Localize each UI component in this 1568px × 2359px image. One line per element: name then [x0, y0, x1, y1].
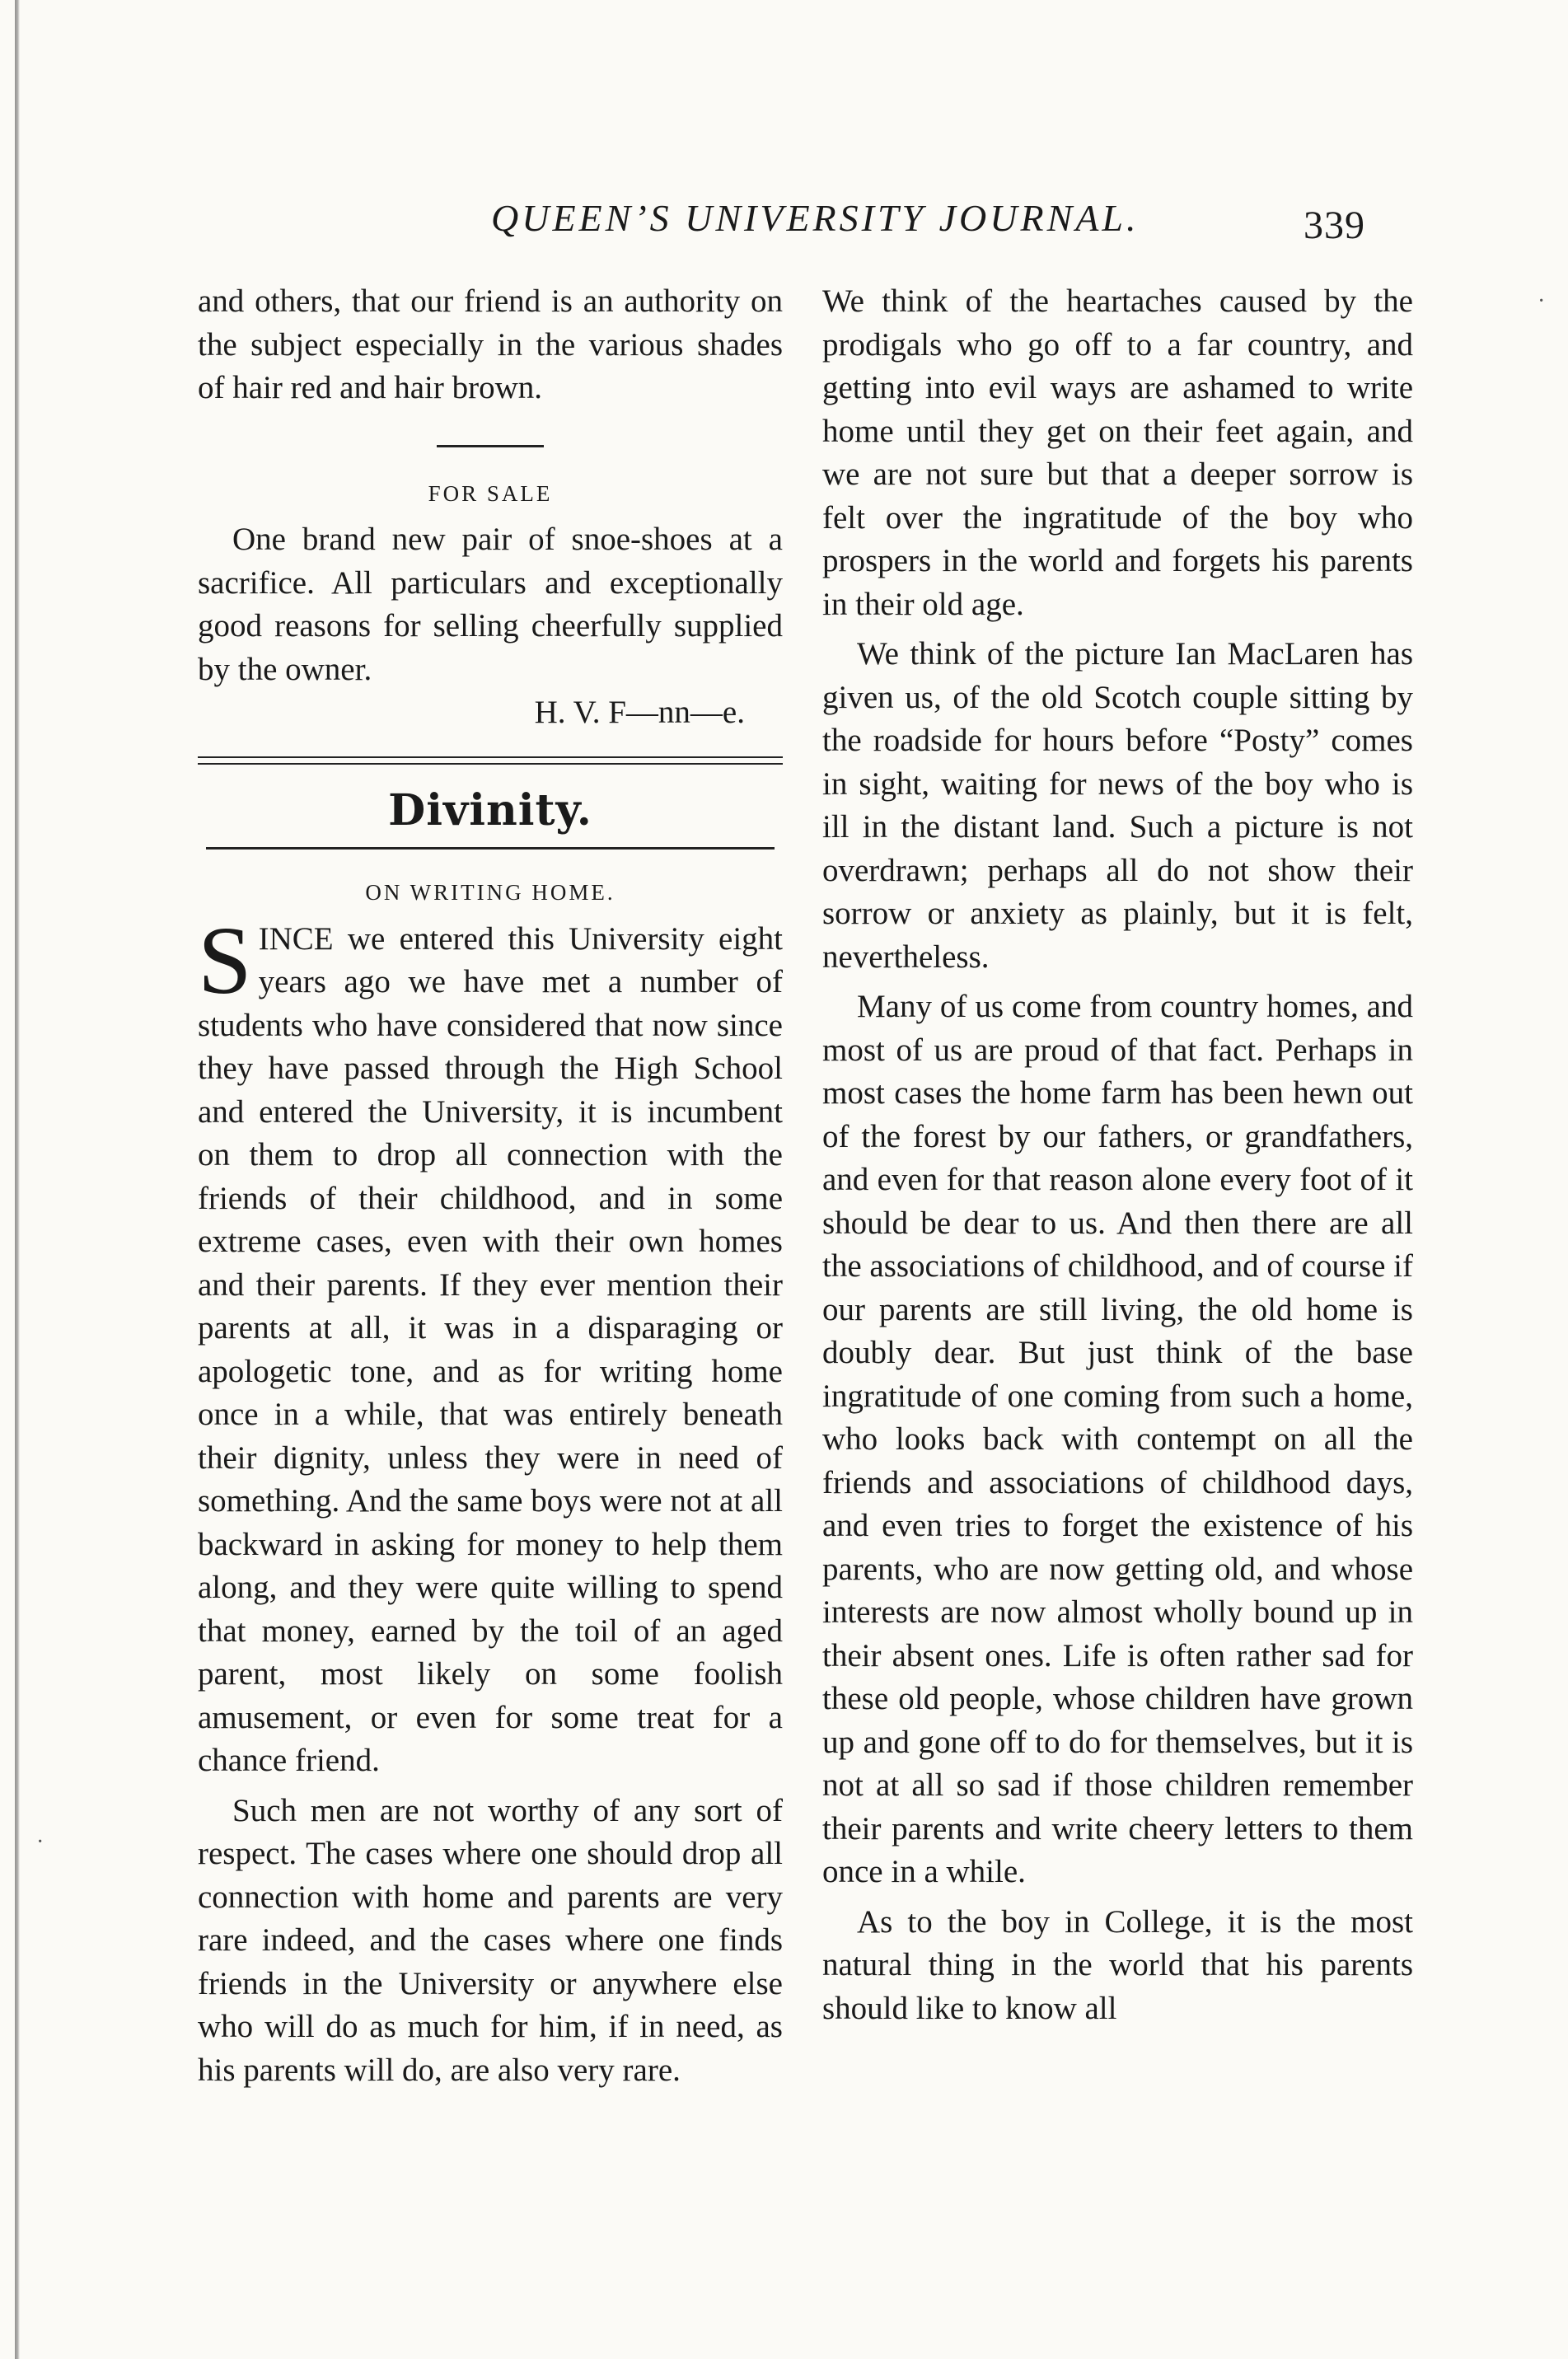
- right-paragraph-3: Many of us come from country homes, and most of us are proud of that fact. Perhaps in most cases the home farm has been hewn out of the forest by our fathers, or grandfathers, and even for that reason alone every foot of it should be dear to us. And then there are all the associations of childhood, and of course if our parents are still living, the old home is doubly dear. But just think of the base ingratitude of one coming from such a home, who looks back with contempt on all the friends and associations of childhood days, and even tries to forget the existence of his parents, who are now getting old, and whose interests are now almost wholly bound up in their absent ones. Life is often rather sad for these old people, whose children have grown up and gone off to do for themselves, but it is not at all so sad if those children remember their parents and write cheery letters to them once in a while.: [822, 989, 1413, 1889]
- running-head: QUEEN’S UNIVERSITY JOURNAL.: [491, 197, 1140, 239]
- left-column: [198, 280, 783, 2092]
- for-sale-body: One brand new pair of snoe-shoes at a sacrifice. All particulars and exceptionally good reasons for selling cheerfully supplied by the owner.: [198, 522, 783, 687]
- binding-edge: [15, 0, 20, 2359]
- for-sale-signature: H. V. F—nn—e.: [534, 695, 745, 730]
- right-paragraph-4: As to the boy in College, it is the most natural thing in the world that his parents should like to know all: [822, 1903, 1413, 2026]
- page-number: 339: [1304, 204, 1365, 247]
- article-paragraph-1-text: INCE we entered this University eight years ago we have met a number of students who have considered that now since they have passed through the High School and entered the University, it is incumbent on them to drop all connection with the friends of their childhood, and in some extreme cases, even with their own homes and their parents. If they ever mention their parents at all, it was in a disparaging or apologetic tone, and as for writing home once in a while, that was entirely beneath their dignity, unless they were in need of something. And the same boys were not at all backward in asking for money to help them along, and they were quite willing to spend that money, earned by the toil of an aged parent, most likely on some foolish amusement, or even for some treat for a chance friend.: [198, 920, 783, 1778]
- right-column: [822, 280, 1413, 2030]
- margin-speck-right: ·: [1538, 288, 1546, 314]
- right-paragraph-2: We think of the picture Ian MacLaren has given us, of the old Scotch couple sitting by the roadside for hours before “Posty” comes in sight, waiting for news of the boy who is ill in the distant land. Such a picture is not overdrawn; perhaps all do not show their sorrow or anxiety as plainly, but it is felt, nevertheless.: [822, 636, 1413, 975]
- intro-paragraph: and others, that our friend is an authority on the subject especially in the various shades of hair red and hair brown.: [198, 283, 783, 405]
- article-paragraph-1: [198, 906, 783, 1783]
- section-title: Divinity.: [388, 784, 592, 835]
- article-paragraph-2: Such men are not worthy of any sort of respect. The cases where one should drop all connection with home and parents are very rare indeed, and the cases where one finds friends in the University or anywhere else who will do as much for him, if in need, as his parents will do, are also very rare.: [198, 1792, 783, 2088]
- margin-speck-left: ·: [36, 1829, 44, 1855]
- section-divider: [206, 847, 775, 850]
- for-sale-heading: FOR SALE: [428, 480, 553, 506]
- dropcap: S: [198, 906, 252, 1014]
- short-divider: [437, 445, 544, 447]
- double-divider: [198, 756, 783, 765]
- article-title: ON WRITING HOME.: [365, 880, 615, 905]
- right-paragraph-1: We think of the heartaches caused by the prodigals who go off to a far country, and getting into evil ways are ashamed to write home until they get on their feet again, and we are not sure but that a deeper sorrow is felt over the ingratitude of the boy who prospers in the world and forgets his parents in their old age.: [822, 283, 1413, 622]
